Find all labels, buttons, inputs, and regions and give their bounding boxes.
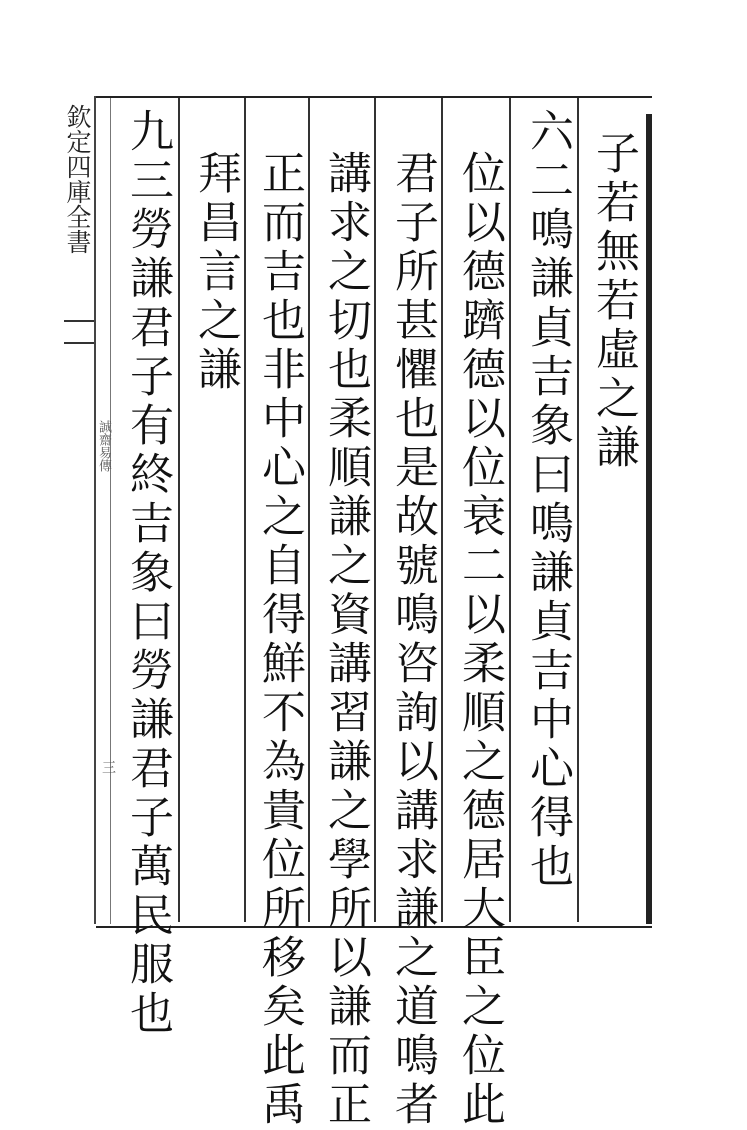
column-rule [244,98,246,922]
text-column-8: 九三勞謙君子有終吉象曰勞謙君子萬民服也 [122,108,173,1039]
fishtail-mark [64,320,94,344]
column-rule [178,98,180,922]
page-number: 三 [100,760,116,774]
text-column-5: 講求之切也柔順謙之資講習謙之學所以謙而正 [320,150,371,1130]
column-rule [509,98,511,922]
column-rule [374,98,376,922]
text-column-7: 拜昌言之謙 [190,150,241,395]
text-column-2: 六二鳴謙貞吉象曰鳴謙貞吉中心得也 [522,108,573,892]
book-subtitle: 誠齋易傳 [96,420,111,472]
book-title: 欽定四庫全書 [63,104,92,254]
column-rule [441,98,443,922]
text-column-6: 正而吉也非中心之自得鮮不為貴位所移矣此禹 [254,150,305,1130]
text-column-4: 君子所甚懼也是故號鳴咨詢以講求謙之道鳴者 [387,150,438,1130]
text-column-1: 子若無若虛之謙 [588,130,639,473]
column-rule [577,98,579,922]
column-rule [308,98,310,922]
frame-right-border [646,114,652,924]
frame-left-border [94,96,96,924]
text-column-3: 位以德躋德以位衰二以柔順之德居大臣之位此 [454,150,505,1130]
